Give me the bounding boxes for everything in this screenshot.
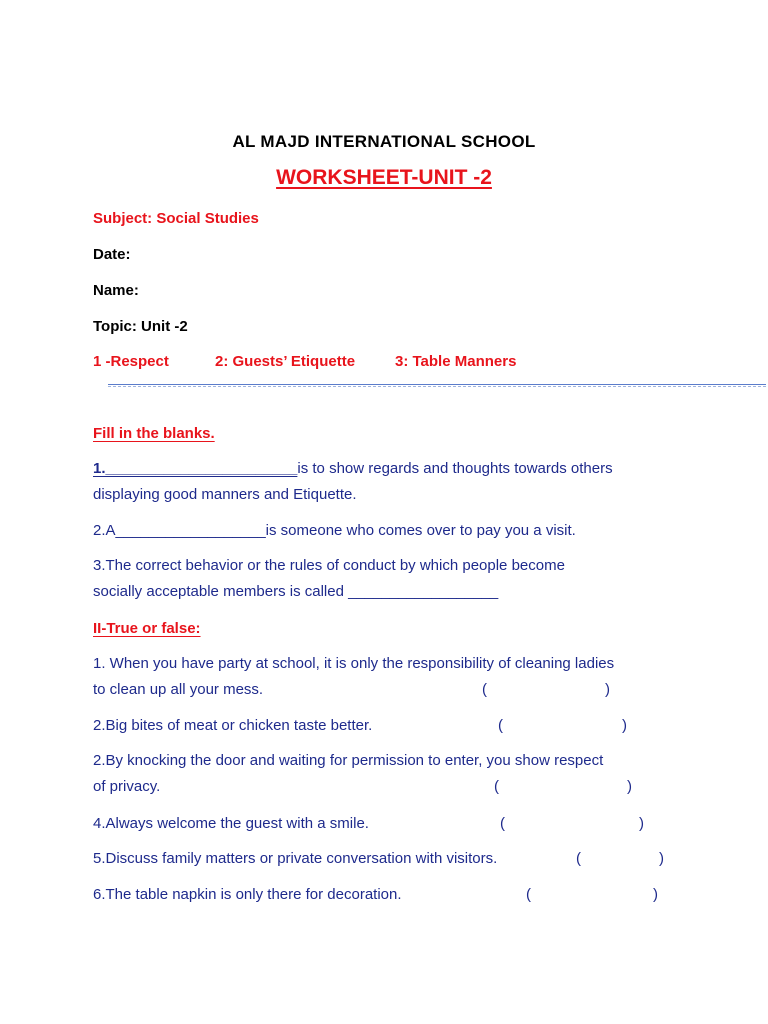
subject-line: Subject: Social Studies (93, 210, 259, 227)
topic-line: Topic: Unit -2 (93, 318, 188, 335)
tf-q1-open-paren: ( (482, 681, 487, 698)
tf-q3-line1: 2.By knocking the door and waiting for permission to enter, you show respect (93, 752, 604, 769)
tf-q2-open-paren: ( (498, 717, 503, 734)
tf-q5: 5.Discuss family matters or private conversation with visitors. (93, 850, 498, 867)
fill-q1-blank: 1._______________________ (93, 460, 298, 477)
tf-q2-close-paren: ) (622, 717, 627, 734)
section-divider-dashed (108, 386, 766, 387)
tf-q6-open-paren: ( (526, 886, 531, 903)
fill-q3-line2: socially acceptable members is called __________________ (93, 583, 499, 600)
subtopic-respect: 1 -Respect (93, 353, 169, 370)
subtopic-guests-etiquette: 2: Guests’ Etiquette (215, 353, 356, 370)
tf-q4: 4.Always welcome the guest with a smile. (93, 815, 369, 832)
tf-q6-close-paren: ) (653, 886, 658, 903)
tf-q1-line2: to clean up all your mess. (93, 681, 264, 698)
name-label: Name: (93, 282, 139, 299)
tf-q4-close-paren: ) (639, 815, 644, 832)
true-false-heading: II-True or false: (93, 620, 201, 637)
tf-q3-close-paren: ) (627, 778, 632, 795)
fill-q2: 2.A__________________is someone who comes over to pay you a visit. (93, 522, 576, 539)
tf-q3-line2: of privacy. (93, 778, 161, 795)
tf-q5-open-paren: ( (576, 850, 581, 867)
worksheet-title-text: WORKSHEET-UNIT -2 (276, 166, 492, 189)
tf-q1-line1: 1. When you have party at school, it is only the responsibility of cleaning ladies (93, 655, 615, 672)
school-name: AL MAJD INTERNATIONAL SCHOOL (232, 132, 536, 151)
fill-in-blanks-heading: Fill in the blanks. (93, 425, 215, 442)
date-label: Date: (93, 246, 131, 263)
subtopic-table-manners: 3: Table Manners (395, 353, 517, 370)
tf-q2: 2.Big bites of meat or chicken taste better. (93, 717, 373, 734)
section-divider (108, 384, 766, 385)
tf-q3-open-paren: ( (494, 778, 499, 795)
tf-q6: 6.The table napkin is only there for decoration. (93, 886, 402, 903)
fill-q3-line1: 3.The correct behavior or the rules of conduct by which people become (93, 557, 565, 574)
fill-q1-text: is to show regards and thoughts towards others (297, 460, 613, 477)
tf-q5-close-paren: ) (659, 850, 664, 867)
tf-q1-close-paren: ) (605, 681, 610, 698)
fill-q1-line2: displaying good manners and Etiquette. (93, 486, 357, 503)
tf-q4-open-paren: ( (500, 815, 505, 832)
fill-q1-line1 (93, 460, 613, 477)
worksheet-title (0, 166, 768, 190)
